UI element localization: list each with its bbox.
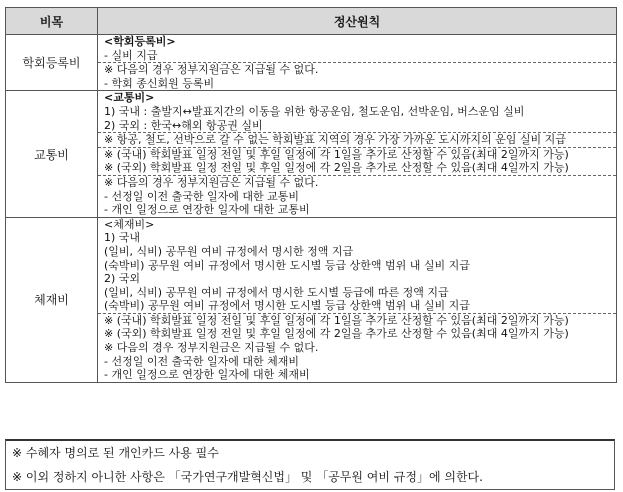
text-line: - 선정일 이전 출국한 일자에 대한 교통비 xyxy=(104,189,299,203)
row-content xyxy=(98,91,617,217)
row-category: 체재비 xyxy=(6,217,98,382)
text-line: ※ 다음의 경우 정부지원금은 지급될 수 없다. xyxy=(104,175,319,189)
text-line: - 실비 지급 xyxy=(104,48,158,62)
row-content xyxy=(98,35,617,91)
section-title: <학회등록비> xyxy=(104,35,176,48)
text-line: 1) 국내 : 출발지↔발표지간의 이동을 위한 항공운임, 철도운임, 선박운임, 버스운임 실비 xyxy=(104,104,525,118)
section-title: <교통비> xyxy=(104,91,155,105)
text-line: ※ (국외) 학회발표 일정 전일 및 후일 일정에 각 2일을 추가로 산정할 수 있음(최대 4일까지 가능) xyxy=(104,327,569,341)
text-line: 1) 국내 xyxy=(104,231,141,245)
text-line: ※ 다음의 경우 정부지원금은 지급될 수 없다. xyxy=(104,341,319,355)
text-line: ※ (국외) 학회발표 일정 전일 및 후일 일정에 각 2일을 추가로 산정할 수 있음(최대 4일까지 가능) xyxy=(104,161,569,175)
note-card-required: ※ 수혜자 명의로 된 개인카드 사용 필수 xyxy=(12,446,219,460)
text-line: ※ 항공, 철도, 선박으로 갈 수 없는 학회발표 지역의 경우 가장 가까운 도시까지의 운임 실비 지급 xyxy=(104,133,566,147)
text-line: 2) 국외 xyxy=(104,272,141,286)
text-line: (일비, 식비) 공무원 여비 규정에서 명시한 도시별 등급에 따른 정액 지급 xyxy=(104,285,449,299)
text-line: ※ 다음의 경우 정부지원금은 지급될 수 없다. xyxy=(104,63,319,77)
main-block xyxy=(98,218,616,313)
note-block xyxy=(98,132,616,147)
main-block xyxy=(98,35,616,62)
row-category: 학회등록비 xyxy=(6,35,98,91)
row-category: 교통비 xyxy=(6,91,98,217)
text-line: - 학회 종신회원 등록비 xyxy=(104,76,215,90)
header-category: 비목 xyxy=(6,8,98,35)
settlement-table xyxy=(5,7,617,383)
note-block xyxy=(98,175,616,217)
footer-notes xyxy=(5,439,615,490)
table-row xyxy=(6,217,617,382)
text-line: (숙박비) 공무원 여비 규정에서 명시한 도시별 등급 상한액 범위 내 실비 지급 xyxy=(104,299,470,313)
note-block xyxy=(98,147,616,175)
header-principle: 정산원칙 xyxy=(98,8,617,35)
text-line: ※ (국내) 학회발표 일정 전일 및 후일 일정에 각 1일을 추가로 산정할 수 있음(최대 2일까지 가능) xyxy=(104,313,569,327)
table-header-row xyxy=(6,8,617,35)
note-block xyxy=(98,62,616,90)
note-block xyxy=(98,313,616,382)
text-line: 2) 국외 : 한국↔해외 항공권 실비 xyxy=(104,118,263,132)
main-block xyxy=(98,91,616,132)
text-line: (일비, 식비) 공무원 여비 규정에서 명시한 정액 지급 xyxy=(104,244,354,258)
note-other-rules: ※ 이외 정하지 아니한 사항은 「국가연구개발혁신법」 및 「공무원 여비 규정」에 의한다. xyxy=(12,470,483,484)
table-row xyxy=(6,35,617,91)
text-line: ※ (국내) 학회발표 일정 전일 및 후일 일정에 각 1일을 추가로 산정할 수 있음(최대 2일까지 가능) xyxy=(104,147,569,161)
text-line: - 개인 일정으로 연장한 일자에 대한 교통비 xyxy=(104,203,310,217)
text-line: (숙박비) 공무원 여비 규정에서 명시한 도시별 등급 상한액 범위 내 실비 지급 xyxy=(104,258,470,272)
text-line: - 개인 일정으로 연장한 일자에 대한 체재비 xyxy=(104,368,310,382)
table-row xyxy=(6,91,617,217)
section-title: <체재비> xyxy=(104,217,155,231)
text-line: - 선정일 이전 출국한 일자에 대한 체재비 xyxy=(104,354,299,368)
row-content xyxy=(98,217,617,382)
